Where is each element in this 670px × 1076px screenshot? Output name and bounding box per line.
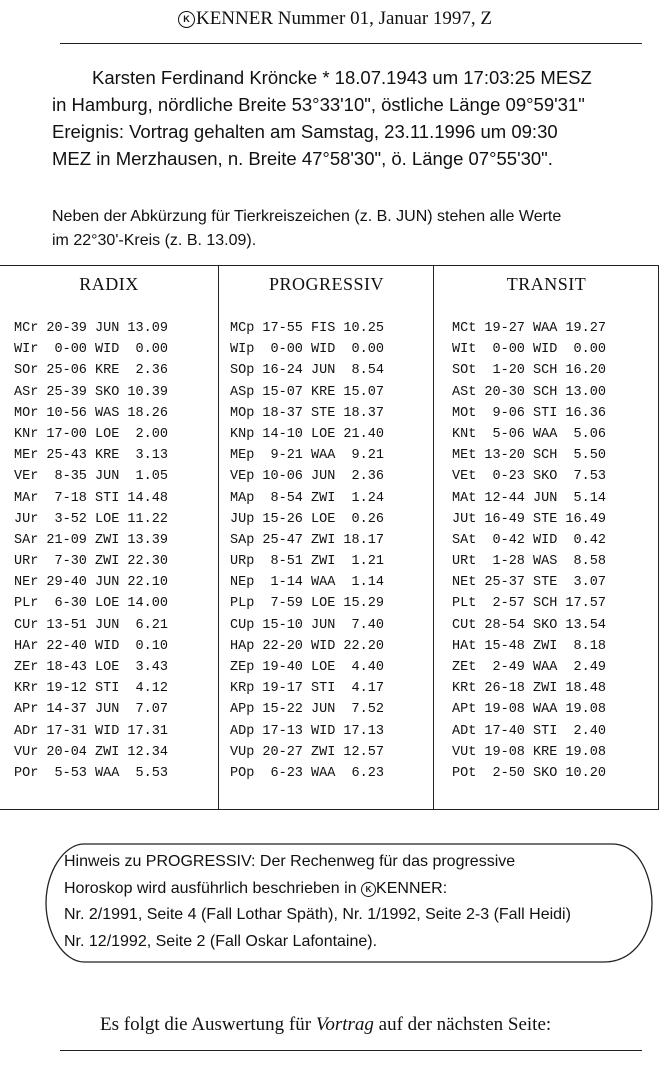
table-row: MOr 10-56 WAS 18.26	[14, 405, 168, 421]
header-rule	[60, 43, 642, 44]
table-row: MEr 25-43 KRE 3.13	[14, 448, 168, 464]
table-row: MCr 20-39 JUN 13.09	[14, 321, 168, 336]
table-row: URp 8-51 ZWI 1.21	[230, 554, 384, 570]
hint-line: Hinweis zu PROGRESSIV: Der Rechenweg für das progressive	[64, 853, 516, 870]
hint-box	[44, 842, 654, 964]
table-row: POr 5-53 WAA 5.53	[14, 765, 168, 781]
note-line: im 22°30'-Kreis (z. B. 13.09).	[52, 232, 257, 249]
table-row: MAt 12-44 JUN 5.14	[452, 490, 606, 506]
intro-paragraph	[52, 64, 652, 172]
table-row: URt 1-28 WAS 8.58	[452, 554, 606, 570]
table-row: KNp 14-10 LOE 21.40	[230, 426, 384, 442]
hint-line-text: Horoskop wird ausführlich beschrieben in	[64, 879, 357, 897]
table-row: VUp 20-27 ZWI 12.57	[230, 744, 384, 760]
continuation-pre: Es folgt die Auswertung für	[100, 1014, 312, 1035]
table-row: ZEt 2-49 WAA 2.49	[452, 660, 606, 675]
table-row: MCt 19-27 WAA 19.27	[452, 321, 606, 336]
table-row: JUr 3-52 LOE 11.22	[14, 511, 168, 527]
table-row: VUt 19-08 KRE 19.08	[452, 744, 606, 760]
table-row: KRp 19-17 STI 4.17	[230, 681, 384, 697]
table-row: ASr 25-39 SKO 10.39	[14, 384, 168, 400]
progressiv-column	[218, 266, 434, 809]
table-row: MEp 9-21 WAA 9.21	[230, 448, 384, 464]
intro-line: in Hamburg, nördliche Breite 53°33'10", östliche Länge 09°59'31"	[52, 94, 585, 115]
table-row: ZEr 18-43 LOE 3.43	[14, 660, 168, 675]
hint-brand: KENNER:	[376, 879, 448, 897]
table-row: KNt 5-06 WAA 5.06	[452, 426, 606, 442]
table-row: POt 2-50 SKO 10.20	[452, 765, 606, 781]
page-mark: Z	[480, 8, 493, 29]
table-row: ASt 20-30 SCH 13.00	[452, 384, 606, 400]
table-row: APt 19-08 WAA 19.08	[452, 702, 606, 718]
table-row: SOr 25-06 KRE 2.36	[14, 363, 168, 379]
brand-name: KENNER	[195, 8, 274, 29]
table-row: WIt 0-00 WID 0.00	[452, 342, 606, 358]
column-title: RADIX	[79, 274, 139, 294]
table-row: NEt 25-37 STE 3.07	[452, 575, 606, 591]
intro-line: MEZ in Merzhausen, n. Breite 47°58'30", ö. Länge 07°55'30".	[52, 148, 553, 169]
table-row: ADt 17-40 STI 2.40	[452, 723, 606, 739]
transit-column	[433, 266, 659, 809]
issue-label: Nummer 01, Januar 1997,	[277, 8, 476, 29]
table-row: SAt 0-42 WID 0.42	[452, 532, 606, 548]
table-row: POp 6-23 WAA 6.23	[230, 765, 384, 781]
table-row: SOp 16-24 JUN 8.54	[230, 363, 384, 379]
table-row: WIp 0-00 WID 0.00	[230, 342, 384, 358]
table-row: KNr 17-00 LOE 2.00	[14, 426, 168, 442]
positions-table	[0, 265, 659, 810]
table-row: MAr 7-18 STI 14.48	[14, 490, 168, 506]
table-row: JUt 16-49 STE 16.49	[452, 511, 606, 527]
table-row: PLt 2-57 SCH 17.57	[452, 596, 606, 612]
table-row: MCp 17-55 FIS 10.25	[230, 321, 384, 336]
intro-line: Karsten Ferdinand Kröncke * 18.07.1943 um 17:03:25 MESZ	[92, 67, 592, 88]
intro-line: Ereignis: Vortrag gehalten am Samstag, 23.11.1996 um 09:30	[52, 121, 558, 142]
table-row: JUp 15-26 LOE 0.26	[230, 511, 384, 527]
table-row: PLp 7-59 LOE 15.29	[230, 596, 384, 612]
table-row: VEp 10-06 JUN 2.36	[230, 469, 384, 485]
table-row: MAp 8-54 ZWI 1.24	[230, 490, 384, 506]
table-row: VEr 8-35 JUN 1.05	[14, 469, 168, 485]
table-row: ADp 17-13 WID 17.13	[230, 723, 384, 739]
column-title: TRANSIT	[506, 274, 587, 294]
footer-rule	[60, 1050, 642, 1051]
table-row: CUp 15-10 JUN 7.40	[230, 617, 384, 633]
progressiv-rows	[219, 318, 434, 784]
table-row: SOt 1-20 SCH 16.20	[452, 363, 606, 379]
table-row: CUt 28-54 SKO 13.54	[452, 617, 606, 633]
table-row: PLr 6-30 LOE 14.00	[14, 596, 168, 612]
table-row: KRt 26-18 ZWI 18.48	[452, 681, 606, 697]
kenner-logo-icon: K	[178, 11, 195, 28]
transit-rows	[434, 318, 659, 784]
continuation-post: auf der nächsten Seite:	[378, 1014, 552, 1035]
table-row: NEr 29-40 JUN 22.10	[14, 575, 168, 591]
table-row: WIr 0-00 WID 0.00	[14, 342, 168, 358]
table-row: HAp 22-20 WID 22.20	[230, 638, 384, 654]
table-row: NEp 1-14 WAA 1.14	[230, 575, 384, 591]
table-row: MOp 18-37 STE 18.37	[230, 405, 384, 421]
abbreviation-note	[52, 205, 662, 253]
continuation-emphasis: Vortrag	[315, 1014, 374, 1035]
table-row: HAt 15-48 ZWI 8.18	[452, 638, 606, 654]
table-row: VUr 20-04 ZWI 12.34	[14, 744, 168, 760]
table-row: APp 15-22 JUN 7.52	[230, 702, 384, 718]
page-header	[0, 8, 670, 30]
table-row: CUr 13-51 JUN 6.21	[14, 617, 168, 633]
continuation-note	[100, 1014, 660, 1036]
table-row: URr 7-30 ZWI 22.30	[14, 554, 168, 570]
table-row: SAp 25-47 ZWI 18.17	[230, 532, 384, 548]
radix-rows	[0, 318, 218, 784]
table-row: APr 14-37 JUN 7.07	[14, 702, 168, 718]
note-line: Neben der Abkürzung für Tierkreiszeichen (z. B. JUN) stehen alle Werte	[52, 208, 562, 225]
radix-column	[0, 266, 218, 809]
table-row: HAr 22-40 WID 0.10	[14, 638, 168, 654]
table-row: VEt 0-23 SKO 7.53	[452, 469, 606, 485]
kenner-logo-icon: K	[361, 882, 376, 897]
table-row: ASp 15-07 KRE 15.07	[230, 384, 384, 400]
table-row: ZEp 19-40 LOE 4.40	[230, 660, 384, 675]
table-row: SAr 21-09 ZWI 13.39	[14, 532, 168, 548]
hint-line: Nr. 2/1991, Seite 4 (Fall Lothar Späth), Nr. 1/1992, Seite 2-3 (Fall Heidi)	[64, 906, 571, 923]
table-row: KRr 19-12 STI 4.12	[14, 681, 168, 697]
column-title: PROGRESSIV	[268, 274, 385, 294]
hint-line	[64, 876, 571, 903]
table-row: MEt 13-20 SCH 5.50	[452, 448, 606, 464]
hint-line: Nr. 12/1992, Seite 2 (Fall Oskar Lafontaine).	[64, 932, 378, 950]
table-row: ADr 17-31 WID 17.31	[14, 723, 168, 739]
table-row: MOt 9-06 STI 16.36	[452, 405, 606, 421]
